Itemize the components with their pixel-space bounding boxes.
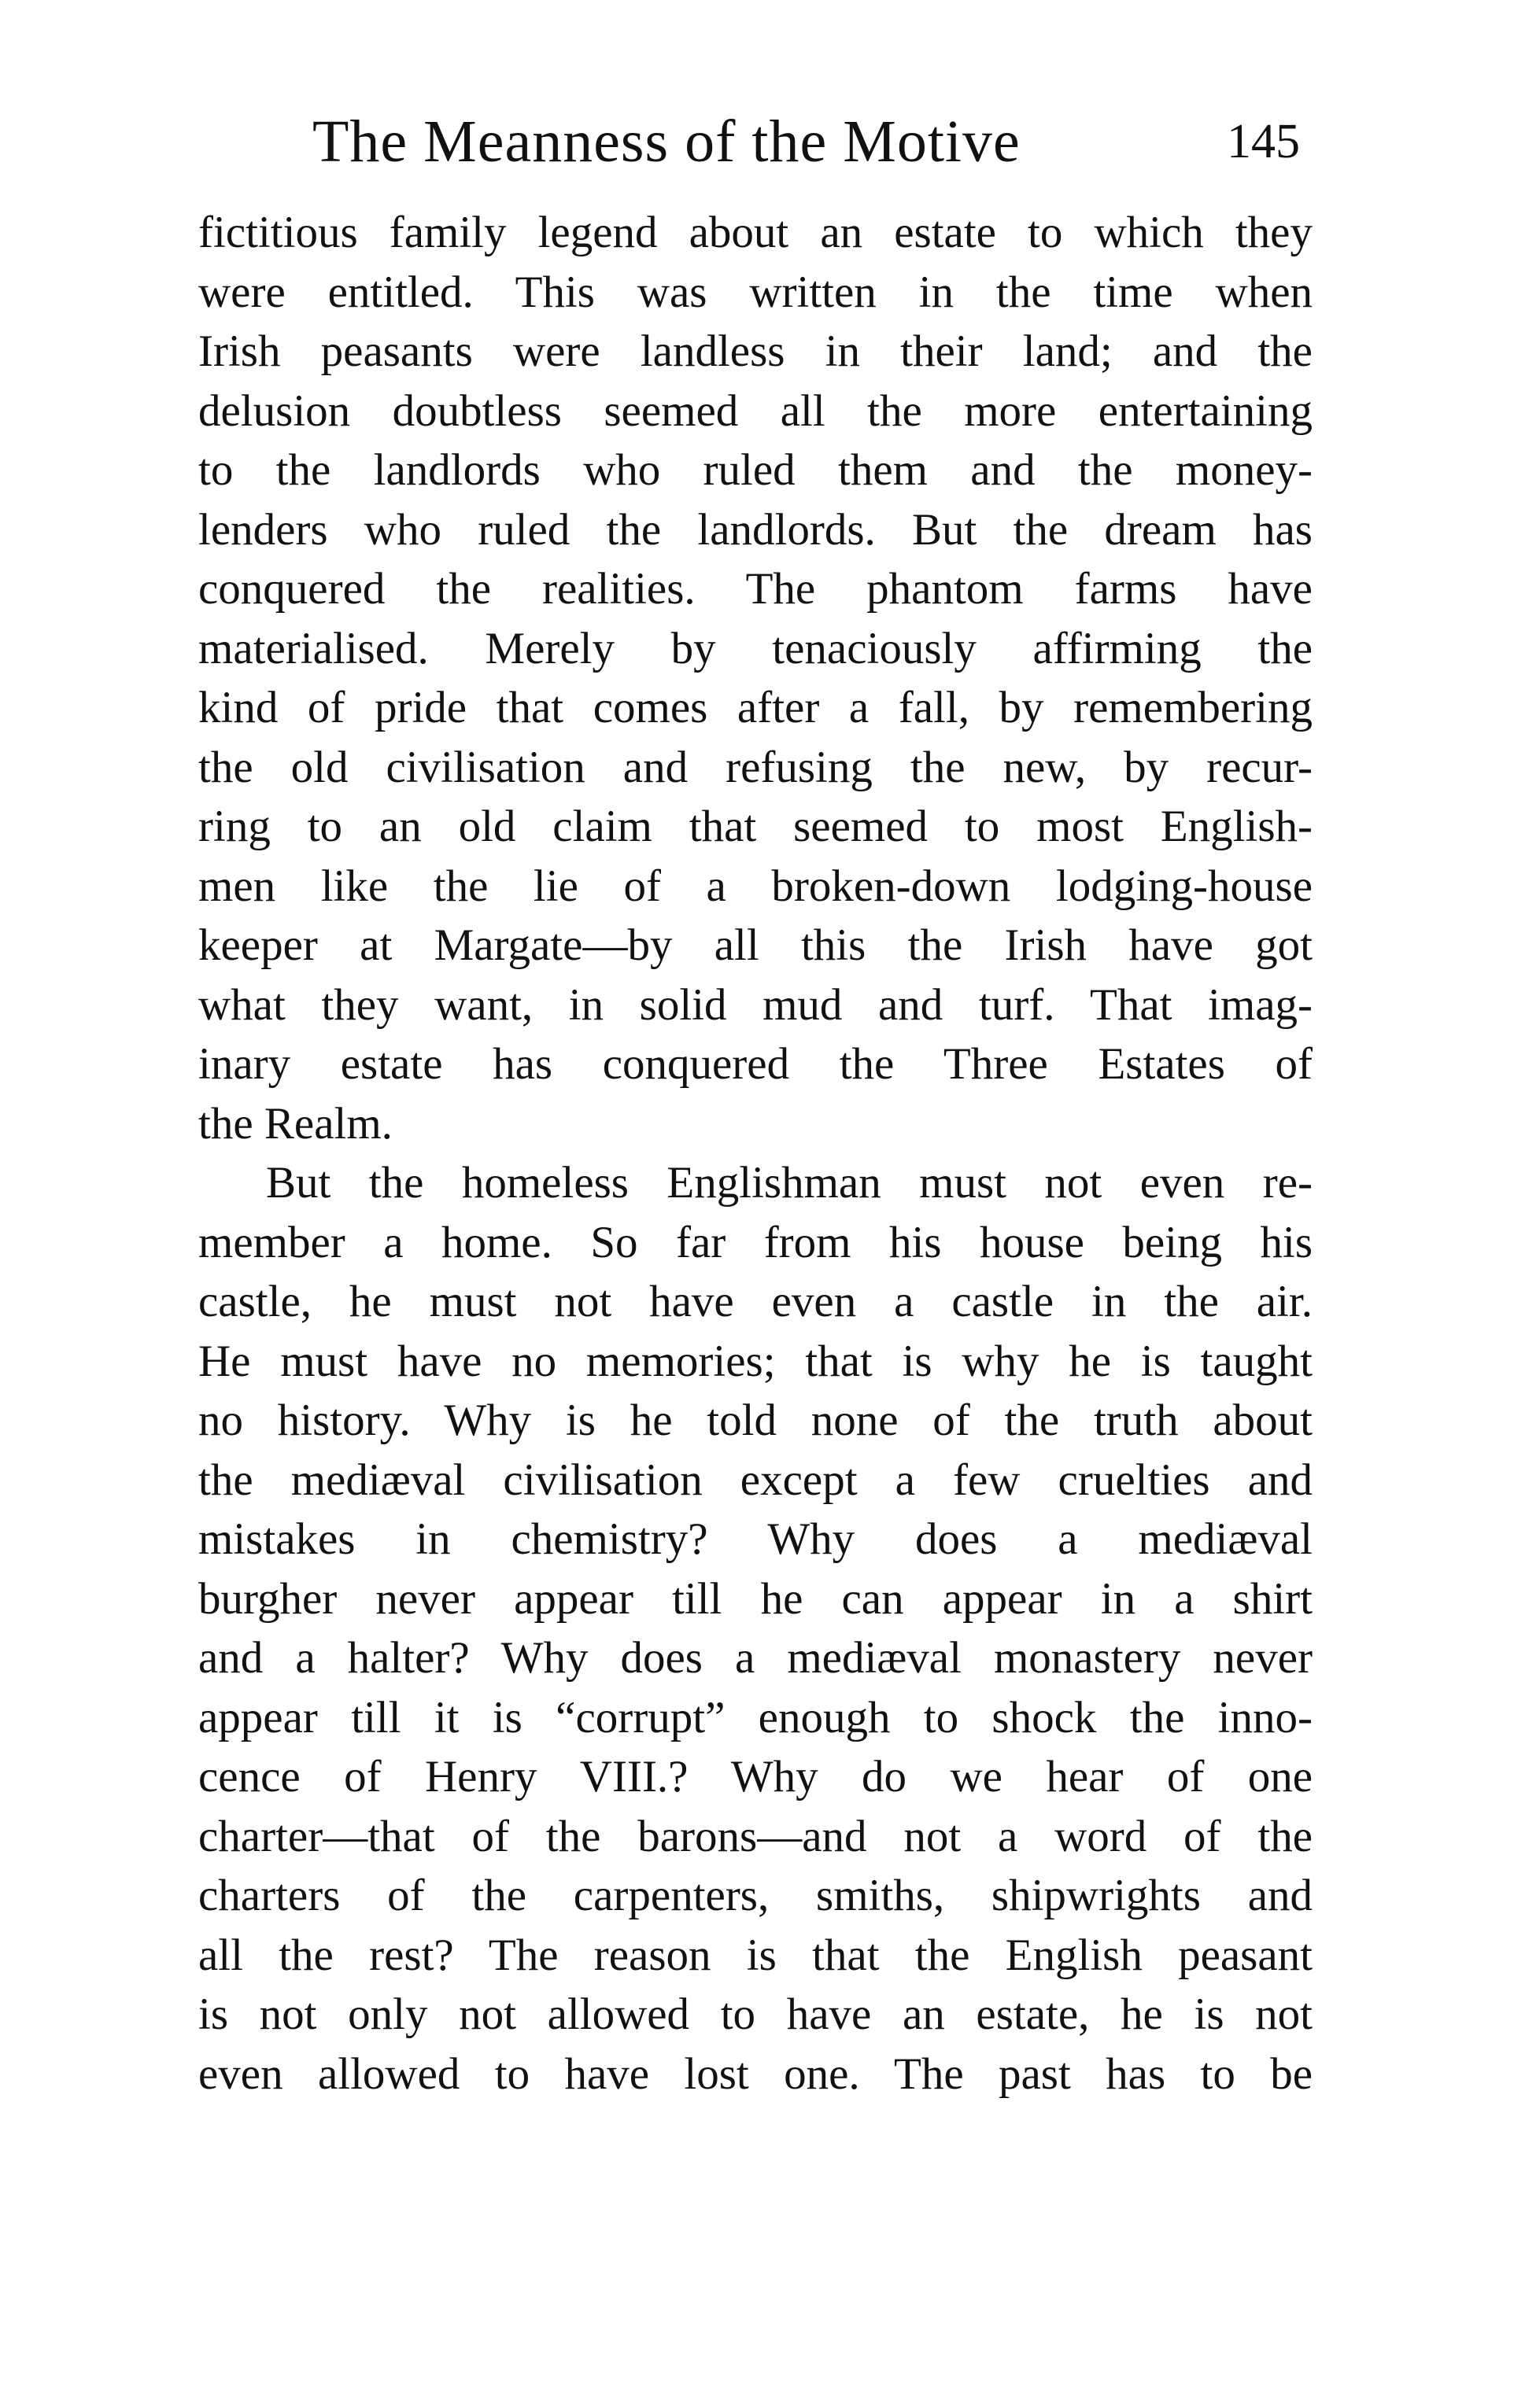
paragraph: [198, 1153, 1313, 2104]
text-line: to the landlords who ruled them and the money-: [198, 445, 1313, 495]
text-line: kind of pride that comes after a fall, by remembering: [198, 683, 1313, 732]
text-line: member a home. So far from his house being his: [198, 1217, 1313, 1267]
text-line: lenders who ruled the landlords. But the dream has: [198, 504, 1313, 555]
text-line: the mediæval civilisation except a few cruelties and: [198, 1455, 1313, 1505]
text-line: and a halter? Why does a mediæval monastery never: [198, 1633, 1313, 1683]
text-line: castle, he must not have even a castle in the air.: [198, 1277, 1313, 1326]
text-line: He must have no memories; that is why he is taught: [198, 1336, 1313, 1386]
page-number: 145: [1227, 115, 1300, 168]
text-line: even allowed to have lost one. The past has to be: [198, 2048, 1313, 2099]
text-line: appear till it is “corrupt” enough to shock the inno-: [198, 1692, 1313, 1742]
text-line: men like the lie of a broken-down lodging-house: [198, 861, 1313, 911]
text-line: cence of Henry VIII.? Why do we hear of one: [198, 1752, 1313, 1801]
text-line: inary estate has conquered the Three Estates of: [198, 1039, 1313, 1089]
text-line: all the rest? The reason is that the English peasant: [198, 1930, 1313, 1980]
text-line: what they want, in solid mud and turf. That imag-: [198, 979, 1313, 1030]
page-body: [198, 203, 1313, 2104]
text-line: mistakes in chemistry? Why does a mediæval: [198, 1514, 1313, 1564]
paragraph: [198, 203, 1313, 1153]
text-line: conquered the realities. The phantom farms have: [198, 564, 1313, 614]
text-line: burgher never appear till he can appear in a shirt: [198, 1573, 1313, 1624]
text-line: Irish peasants were landless in their land; and the: [198, 326, 1313, 376]
text-line: the Realm.: [198, 1098, 393, 1149]
text-line: charter—that of the barons—and not a word of the: [198, 1811, 1313, 1861]
text-line: materialised. Merely by tenaciously affirming the: [198, 623, 1313, 673]
text-line: no history. Why is he told none of the truth about: [198, 1396, 1313, 1445]
running-title: The Meanness of the Motive: [312, 109, 1021, 175]
text-line: keeper at Margate—by all this the Irish have got: [198, 920, 1313, 970]
text-line: the old civilisation and refusing the new, by recur-: [198, 742, 1313, 792]
running-header: [312, 102, 1300, 181]
text-line: fictitious family legend about an estate to which they: [198, 208, 1313, 257]
text-line: ring to an old claim that seemed to most English-: [198, 802, 1313, 851]
text-line: But the homeless Englishman must not even re-: [266, 1158, 1313, 1208]
text-line: delusion doubtless seemed all the more entertaining: [198, 385, 1313, 436]
text-line: is not only not allowed to have an estate, he is not: [198, 1989, 1313, 2039]
text-line: were entitled. This was written in the time when: [198, 267, 1313, 317]
text-line: charters of the carpenters, smiths, shipwrights and: [198, 1871, 1313, 1920]
